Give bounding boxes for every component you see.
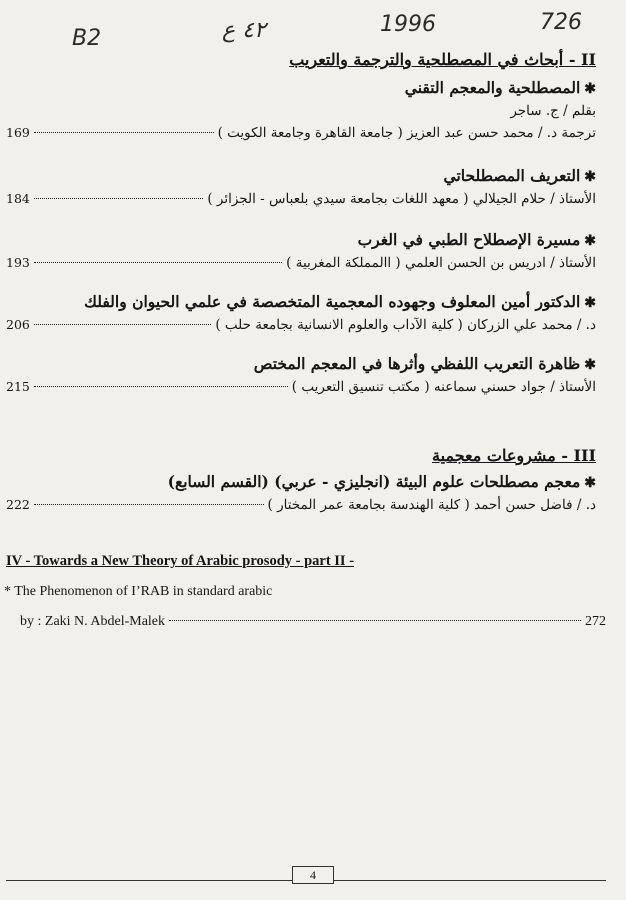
page-number: 184 [6, 191, 30, 206]
toc-entry [0, 166, 596, 207]
entry-author: ترجمة د. / محمد حسن عبد العزيز ( جامعة القاهرة وجامعة الكويت ) [217, 125, 596, 141]
entry-author: by : Zaki N. Abdel-Malek [20, 614, 166, 629]
toc-entry [0, 78, 596, 141]
bullet-icon: ✱ [584, 295, 596, 311]
dot-leader [34, 386, 288, 387]
entry-line [0, 497, 596, 513]
toc-entry [0, 354, 596, 395]
entry-author: د. / فاضل حسن أحمد ( كلية الهندسة بجامعة عمر المختار ) [267, 497, 596, 513]
entry-author: بقلم / ج. ساجر [510, 103, 596, 119]
bullet-icon: ✱ [584, 81, 596, 97]
dot-leader [34, 324, 211, 325]
handwritten-year: 1996 [380, 12, 436, 37]
section-two-heading: II - أبحاث في المصطلحية والترجمة والتعريب [289, 50, 596, 69]
handwritten-number: 726 [540, 10, 582, 35]
entry-author: الأستاذ / ادريس بن الحسن العلمي ( االمملكة المغربية ) [286, 255, 596, 271]
bullet-icon: ✱ [584, 475, 596, 491]
bullet-icon: ✱ [584, 357, 596, 373]
entry-line [20, 614, 606, 630]
page-number-footer: 4 [292, 866, 334, 884]
dot-leader [34, 504, 264, 505]
bullet-icon: ✱ [584, 233, 596, 249]
entry-author: د. / محمد علي الزركان ( كلية الآداب والعلوم الانسانية بجامعة حلب ) [215, 317, 596, 333]
entry-line [0, 125, 596, 141]
entry-line [0, 191, 596, 207]
dot-leader [169, 620, 581, 621]
entry-title: ✱ظاهرة التعريب اللفظي وأثرها في المعجم المختص [253, 354, 596, 373]
entry-title: ✱التعريف المصطلحاتي [443, 166, 596, 185]
entry-title: ✱المصطلحية والمعجم التقني [404, 78, 596, 97]
handwritten-volume: ٤٢ ع [222, 18, 266, 43]
bullet-icon: ✱ [584, 169, 596, 185]
page-number: 272 [585, 614, 606, 629]
entry-author: الأستاذ / حلام الجيلالي ( معهد اللغات بجامعة سيدي بلعباس - الجزائر ) [207, 191, 596, 207]
page-number: 215 [6, 379, 30, 394]
handwritten-code: B2 [72, 26, 102, 51]
entry-line [0, 103, 596, 119]
toc-entry [0, 292, 596, 333]
entry-line [0, 317, 596, 333]
toc-entry [0, 472, 596, 513]
dot-leader [34, 262, 282, 263]
page-number: 193 [6, 255, 30, 270]
entry-line [0, 255, 596, 271]
page-number: 169 [6, 125, 30, 140]
page-number: 206 [6, 317, 30, 332]
entry-title: ✱مسيرة الإصطلاح الطبي في الغرب [357, 230, 596, 249]
toc-entry [0, 230, 596, 271]
section-four-heading: IV - Towards a New Theory of Arabic prosody - part II - [6, 553, 355, 569]
section-three-heading: III - مشروعات معجمية [432, 446, 596, 465]
entry-line [0, 379, 596, 395]
entry-author: الأستاذ / جواد حسني سماعنه ( مكتب تنسيق التعريب ) [291, 379, 596, 395]
entry-title: ✱معجم مصطلحات علوم البيئة (انجليزي - عربي) (القسم السابع) [167, 472, 596, 491]
entry-title: ✱الدكتور أمين المعلوف وجهوده المعجمية المتخصصة في علمي الحيوان والفلك [84, 292, 596, 311]
page-number: 222 [6, 497, 30, 512]
dot-leader [34, 132, 214, 133]
section-four-title: * The Phenomenon of I’RAB in standard arabic [4, 584, 273, 599]
dot-leader [34, 198, 203, 199]
